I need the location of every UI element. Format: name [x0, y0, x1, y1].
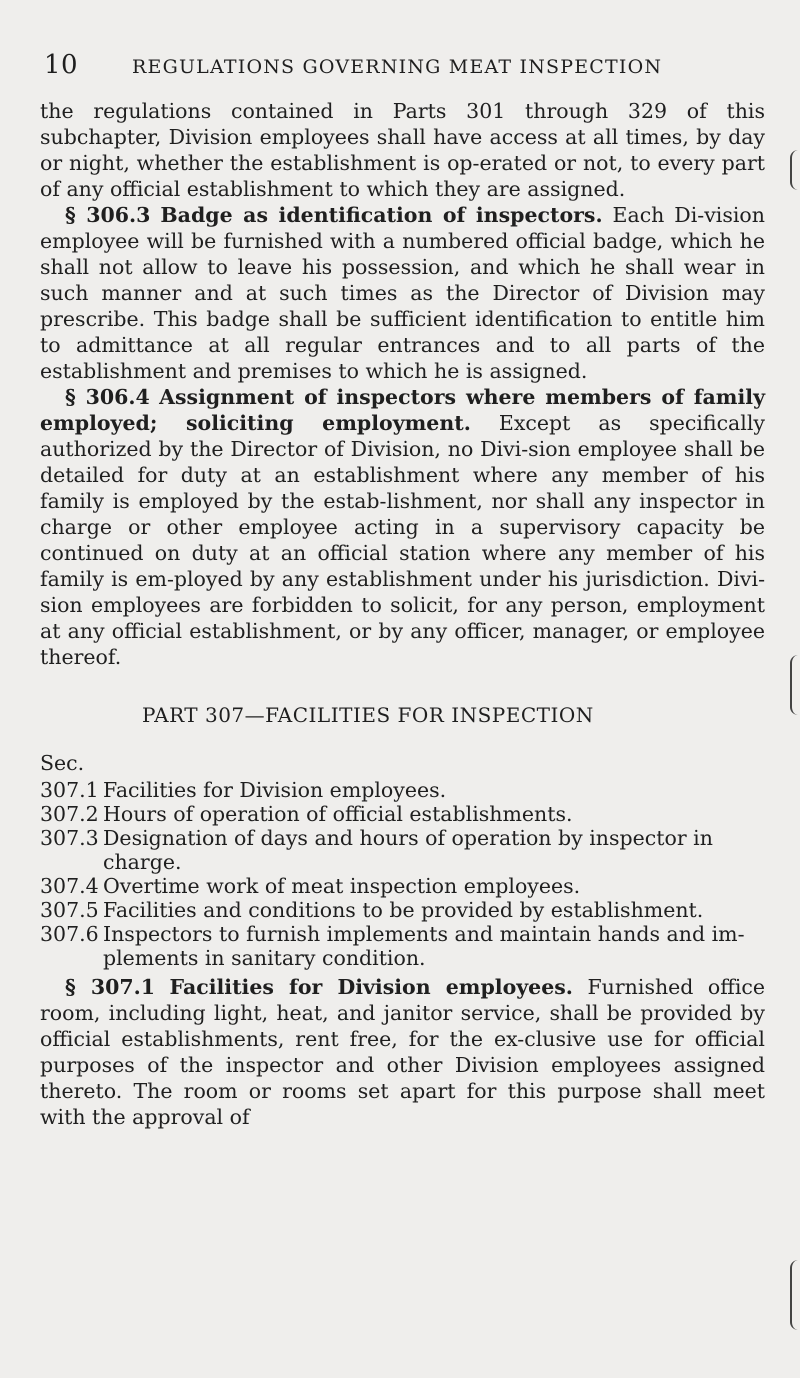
contents-item-number: 307.6 — [40, 922, 99, 946]
page-number: 10 — [44, 50, 79, 80]
section-306-4-title: Assignment of inspectors where members of family employed; soliciting employment. — [40, 385, 765, 435]
contents-item — [40, 898, 765, 922]
contents-item-number: 307.1 — [40, 778, 99, 802]
running-head: REGULATIONS GOVERNING MEAT INSPECTION — [132, 56, 663, 78]
section-306-4 — [40, 384, 765, 670]
section-307-1-number: § 307.1 — [65, 975, 156, 999]
contents-item-title: Overtime work of meat inspection employees. — [103, 874, 581, 898]
contents-item-number: 307.4 — [40, 874, 99, 898]
section-306-3-number: § 306.3 — [65, 203, 151, 227]
section-307-1-title: Facilities for Division employees. — [169, 975, 573, 999]
section-306-3 — [40, 202, 765, 384]
section-306-4-text: Except as specifically authorized by the Director of Division, no Divi-sion employee shall be detailed for duty at an establishment where any member of his family is employed by the estab-lishment, nor shall any inspector in charge or other employee acting in a supervisory capacity be continued on duty at an official station where any member of his family is em-ployed by any establishment under his jurisdiction. Divi-sion employees are forbidden to solicit, for any person, employment at any official establishment, or by any officer, manager, or employee thereof. — [40, 411, 765, 669]
section-306-3-title: Badge as identification of inspectors. — [160, 203, 603, 227]
section-label: Sec. — [40, 751, 85, 775]
page-edge-mark — [790, 150, 800, 190]
contents-item — [40, 874, 765, 898]
section-307-1 — [40, 974, 765, 1130]
page-edge-mark — [790, 655, 800, 715]
section-307-1-text: Furnished office room, including light, heat, and janitor service, shall be provided by official establishments, rent free, for the ex-clusive use for official purposes of the inspector and other Division employees assigned thereto. The room or rooms set apart for this purpose shall meet with the approval of — [40, 975, 765, 1129]
contents-item-title: Hours of operation of official establishments. — [103, 802, 573, 826]
contents-item — [40, 778, 765, 802]
contents-item-title: Inspectors to furnish implements and maintain hands and im-plements in sanitary condition. — [103, 922, 745, 970]
contents-item-title: Designation of days and hours of operation by inspector in charge. — [103, 826, 713, 874]
page-header — [44, 50, 684, 80]
body-text — [40, 98, 765, 1130]
contents-item-number: 307.5 — [40, 898, 99, 922]
contents-item — [40, 826, 765, 874]
section-306-3-text: Each Di-vision employee will be furnished with a numbered official badge, which he shall not allow to leave his possession, and which he shall wear in such manner and at such times as the Director of Division may prescribe. This badge shall be sufficient identification to entitle him to admittance at all regular entrances and to all parts of the establishment and premises to which he is assigned. — [40, 203, 765, 383]
contents-item-title: Facilities for Division employees. — [103, 778, 447, 802]
section-306-4-number: § 306.4 — [65, 385, 150, 409]
contents-item — [40, 922, 765, 970]
part-heading: PART 307—FACILITIES FOR INSPECTION — [142, 703, 594, 727]
page-edge-mark — [790, 1260, 800, 1330]
contents-item-number: 307.3 — [40, 826, 99, 850]
contents-item-title: Facilities and conditions to be provided by establishment. — [103, 898, 704, 922]
contents-item — [40, 802, 765, 826]
section-contents-list — [40, 750, 765, 970]
continuation-paragraph: the regulations contained in Parts 301 through 329 of this subchapter, Division employees shall have access at all times, by day or night, whether the establishment is op-erated or not, to every part of any official establishment to which they are assigned. — [40, 99, 765, 201]
contents-item-number: 307.2 — [40, 802, 99, 826]
